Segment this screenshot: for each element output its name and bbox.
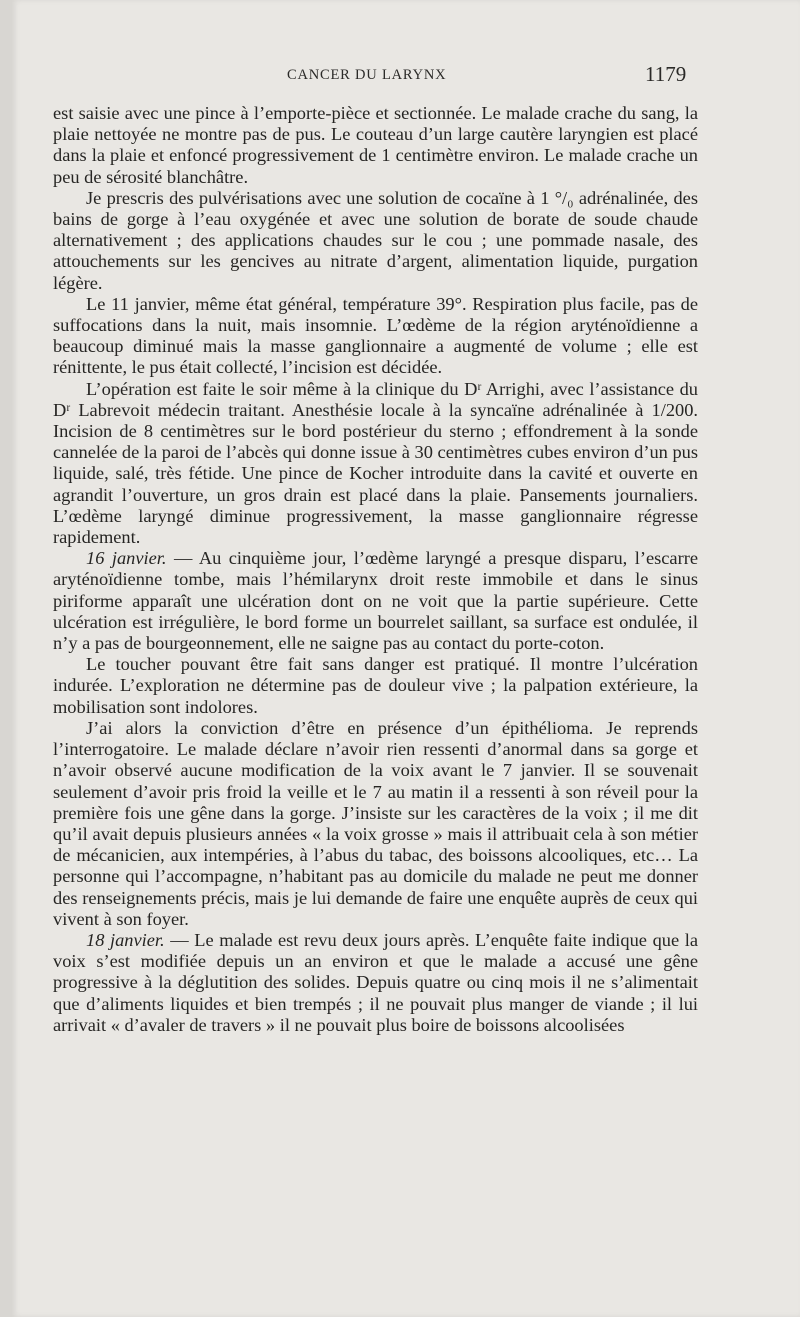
paragraph: Le toucher pouvant être fait sans danger est pratiqué. Il montre l’ulcération indurée. L’exploration ne détermine pas de douleur vive ; la palpation extérieure, la mobilisation sont indolores. bbox=[53, 654, 698, 717]
running-title: CANCER DU LARYNX bbox=[287, 67, 447, 83]
entry-date: 16 janvier. bbox=[86, 548, 167, 569]
page-number: 1179 bbox=[645, 62, 687, 86]
paragraph: Je prescris des pulvérisations avec une solution de cocaïne à 1 °/₀ adrénalinée, des bains de gorge à l’eau oxygénée et avec une solution de borate de soude chaude alternativement ; des applications chaudes sur le cou ; une pommade nasale, des attouchements sur les gencives au nitrate d’argent, alimentation liquide, purgation légère. bbox=[53, 187, 698, 293]
book-page bbox=[12, 0, 800, 1317]
paragraph: est saisie avec une pince à l’emporte-pièce et sectionnée. Le malade crache du sang, la plaie nettoyée ne montre pas de pus. Le couteau d’un large cautère laryngien est placé dans la plaie et enfoncé progressivement de 1 centimètre environ. Le malade crache un peu de sérosité blanchâtre. bbox=[53, 103, 698, 187]
paragraph bbox=[53, 930, 698, 1036]
paragraph-text: — Au cinquième jour, l’œdème laryngé a presque disparu, l’escarre aryténoïdienne tombe, mais l’hémilarynx droit reste immobile et dans le sinus piriforme apparaît une ulcération dont on ne voit que la partie supérieure. Cette ulcération est irrégulière, le bord forme un bourrelet saillant, sa surface est ondulée, il n’y a pas de bourgeonnement, elle ne saigne pas au contact du porte-coton. bbox=[53, 548, 699, 654]
paragraph: J’ai alors la conviction d’être en présence d’un épithélioma. Je reprends l’interrogatoire. Le malade déclare n’avoir rien ressenti d’anormal dans sa gorge et n’avoir observé aucune modification de la voix avant le 7 janvier. Il se souvenait seulement d’avoir pris froid la veille et le 7 au matin il a ressenti à son réveil pour la première fois une gêne dans la gorge. J’insiste sur les caractères de la voix ; il me dit qu’il avait depuis plusieurs années « la voix grosse » mais il attribuait cela à son métier de mécanicien, aux intempéries, à l’abus du tabac, des boissons alcooliques, etc… La personne qui l’accompagne, n’habitant pas au domicile du malade ne peut me donner des renseignements précis, mais je lui demande de faire une enquête auprès de ceux qui vivent à son foyer. bbox=[53, 717, 698, 929]
entry-date: 18 janvier. bbox=[86, 929, 165, 950]
body-text bbox=[53, 103, 698, 1036]
paragraph: L’opération est faite le soir même à la clinique du Dʳ Arrighi, avec l’assistance du Dʳ Labrevoit médecin traitant. Anesthésie locale à la syncaïne adrénalinée à 1/200. Incision de 8 centimètres sur le bord postérieur du sterno ; effondrement à la sonde cannelée de la paroi de l’abcès qui donne issue à 30 centimètres cubes environ d’un pus liquide, salé, très fétide. Une pince de Kocher introduite dans la cavité et ouverte en agrandit l’ouverture, un gros drain est placé dans la plaie. Pansements journaliers. L’œdème laryngé diminue progressivement, la masse ganglionnaire régresse rapidement. bbox=[53, 378, 698, 548]
paragraph-text: — Le malade est revu deux jours après. L’enquête faite indique que la voix s’est modifiée depuis un an environ et que le malade a accusé une gêne progressive à la déglutition des solides. Depuis quatre ou cinq mois il ne s’alimentait que d’aliments liquides et bien trempés ; il ne pouvait plus manger de viande ; il lui arrivait « d’avaler de travers » il ne pouvait plus boire de boissons alcoolisées bbox=[53, 929, 699, 1035]
page-header bbox=[12, 64, 800, 92]
paragraph: Le 11 janvier, même état général, température 39°. Respiration plus facile, pas de suffocations dans la nuit, mais insomnie. L’œdème de la région aryténoïdienne a beaucoup diminué mais la masse ganglionnaire a augmenté de volume ; elle est rénittente, le pus était collecté, l’incision est décidée. bbox=[53, 293, 698, 378]
paragraph bbox=[53, 548, 698, 654]
